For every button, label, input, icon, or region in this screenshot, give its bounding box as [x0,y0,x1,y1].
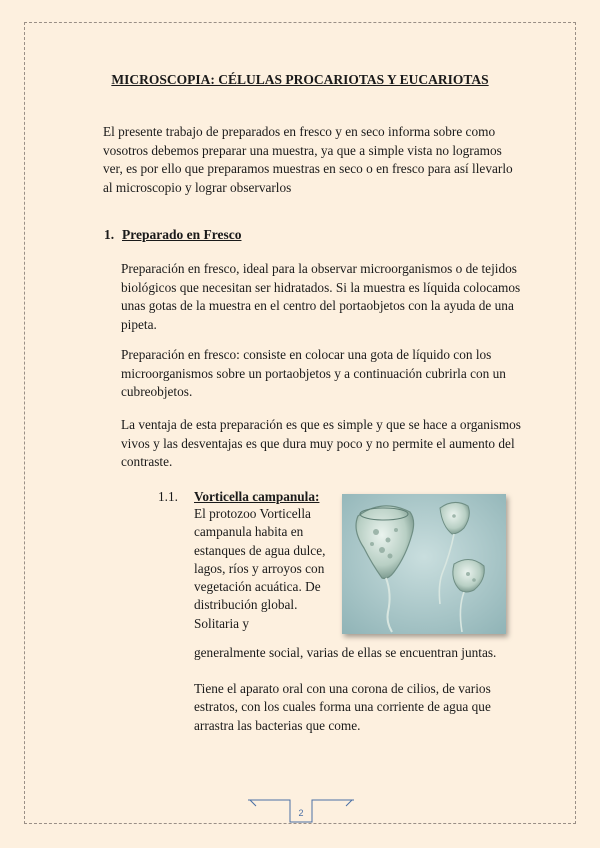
subsection-text-continued: generalmente social, varias de ellas se encuentran juntas. [194,645,497,660]
document-title: MICROSCOPIA: CÉLULAS PROCARIOTAS Y EUCARIOTAS [111,72,489,87]
intro-paragraph: El presente trabajo de preparados en fresco y en seco informa sobre como vosotros debemos preparar una muestra, ya que a simple vista no logramos ver, es por ello que preparamos muestras en seco o en fresco para así llevarlo al microscopio y lograr observarlos [103,124,513,195]
page-number: 2 [298,808,304,818]
section-title: Preparado en Fresco [122,227,242,242]
subsection-number: 1.1. [158,489,178,504]
subsection-heading [158,489,319,505]
section-paragraph-3: La ventaja de esta preparación es que es simple y que se hace a organismos vivos y las desventajas es que dura muy poco y no permite el aumento del contraste. [121,417,521,469]
subsection-text-wrapped: El protozoo Vorticella campanula habita en estanques de agua dulce, lagos, ríos y arroyos con vegetación acuática. De distribución global. Solitaria y [194,506,326,631]
section-paragraph-2: Preparación en fresco: consiste en colocar una gota de líquido con los microorganismos sobre un portaobjetos y a continuación cubrirla con un cubreobjetos. [121,347,506,399]
section-paragraph-1: Preparación en fresco, ideal para la observar microorganismos o de tejidos biológicos que necesitan ser hidratados. Si la muestra es líquida colocamos unas gotas de la muestra en el centro del portaobjetos con la ayuda de una pipeta. [121,261,521,332]
section-heading [104,227,241,243]
subsection-text-second: Tiene el aparato oral con una corona de cilios, de varios estratos, con los cuales forma una corriente de agua que arrastra las bacterias que come. [194,681,491,733]
section-number: 1. [104,227,115,242]
vorticella-micrograph [342,494,506,634]
subsection-title: Vorticella campanula: [194,489,320,504]
